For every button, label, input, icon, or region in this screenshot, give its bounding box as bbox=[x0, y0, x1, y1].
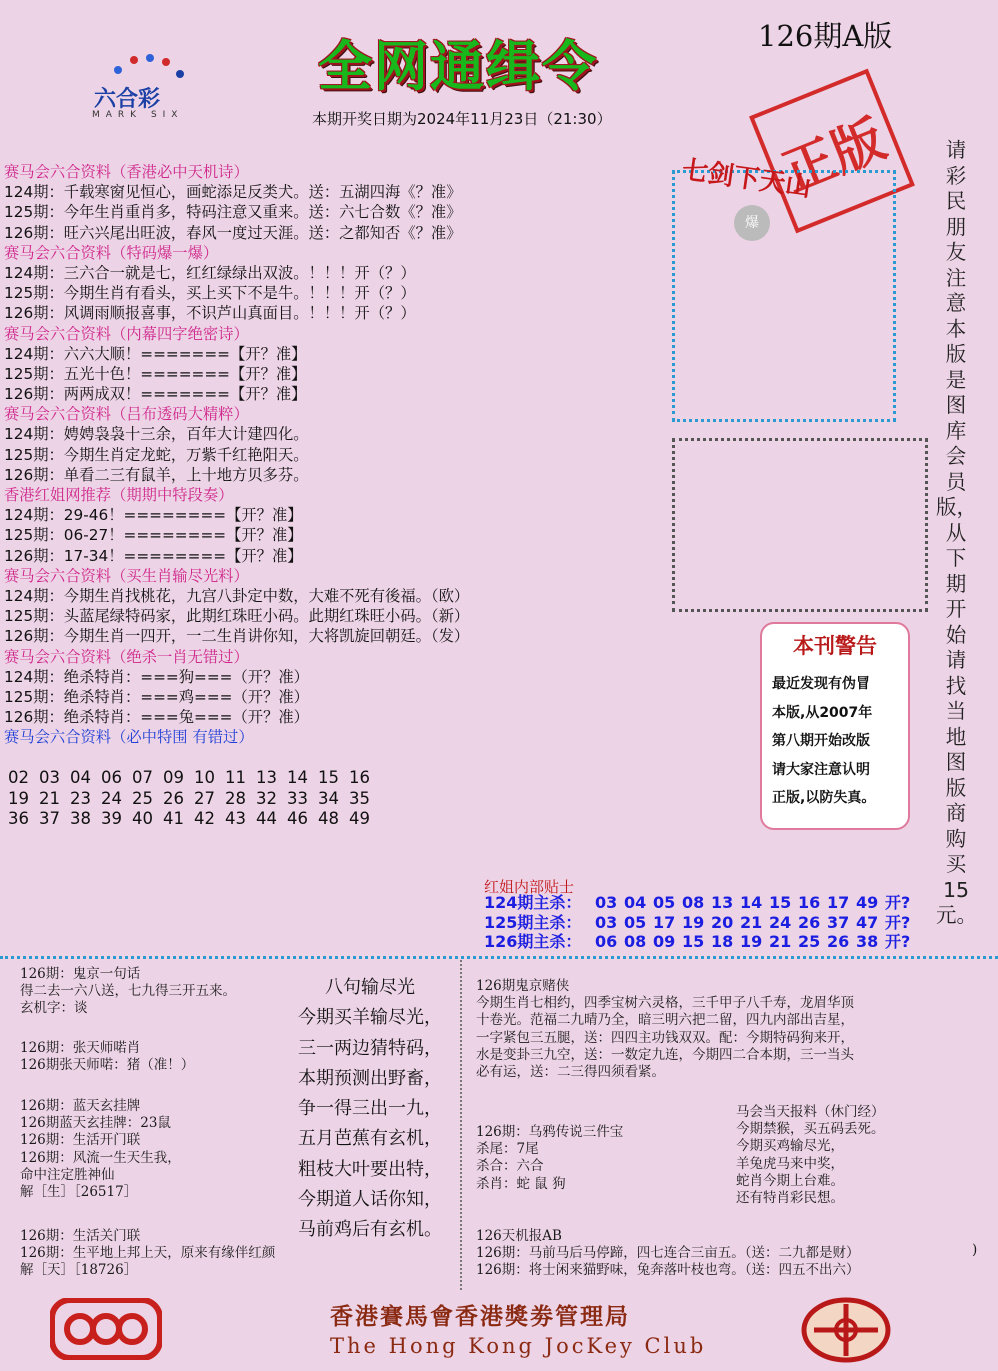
kill-number: 09 bbox=[653, 932, 676, 951]
text-line: 杀尾：7尾 bbox=[476, 1141, 539, 1158]
number-cell: 28 bbox=[225, 788, 246, 808]
number-cell: 11 bbox=[225, 768, 246, 787]
kill-number: 08 bbox=[624, 932, 647, 951]
kill-row-end: 开? bbox=[885, 932, 911, 951]
text-line: 争一得三出一九， bbox=[298, 1098, 442, 1120]
text-line: 126期：生活开门联 bbox=[20, 1132, 141, 1149]
number-grid bbox=[8, 768, 380, 830]
number-cell: 41 bbox=[163, 809, 184, 828]
kill-number: 26 bbox=[798, 912, 821, 932]
text-line: 今期买鸡输尽光， bbox=[736, 1138, 844, 1155]
lower-left-block1 bbox=[20, 966, 290, 1018]
kill-number: 04 bbox=[624, 893, 647, 912]
logo-subtext: MARK SIX bbox=[92, 110, 184, 120]
kill-number: 25 bbox=[798, 932, 821, 951]
prediction-line: 124期：娉娉袅袅十三余，百年大计建四化。 bbox=[4, 425, 309, 444]
text-line: 解［天］［18726］ bbox=[20, 1262, 138, 1279]
prediction-line: 126期：绝杀特肖：===兔===（开？准） bbox=[4, 708, 309, 727]
kill-number: 26 bbox=[827, 932, 850, 951]
warning-line: 请大家注意认明 bbox=[772, 761, 870, 778]
genuine-stamp: 正版 bbox=[749, 69, 915, 234]
section-heading: 赛马会六合资料（买生肖输尽光料） bbox=[4, 566, 249, 585]
kill-number: 03 bbox=[595, 912, 618, 932]
vertical-notice: 请彩民朋友注意本版是图库会员版，从下期开始请找当地图版商购买15元。 bbox=[936, 138, 977, 927]
kill-number: 20 bbox=[711, 912, 734, 932]
number-cell: 10 bbox=[194, 768, 215, 787]
burst-badge: 爆 bbox=[734, 205, 770, 241]
kill-number: 14 bbox=[740, 893, 763, 912]
lower-right-block4 bbox=[476, 1228, 976, 1280]
kill-number: 05 bbox=[653, 893, 676, 912]
section-heading: 赛马会六合资料（香港必中天机诗） bbox=[4, 163, 249, 181]
text-line: 126期张天师喏：猪（准！） bbox=[20, 1057, 195, 1074]
poem-block bbox=[286, 973, 454, 1246]
kill-number: 49 bbox=[856, 893, 879, 912]
number-cell: 13 bbox=[256, 768, 277, 787]
warning-line: 本版,从2007年 bbox=[772, 704, 873, 721]
text-line: 今期生肖七相约，四季宝树六灵格，三千甲子八千寿，龙眉华顶 bbox=[476, 995, 854, 1012]
number-cell: 34 bbox=[318, 788, 339, 808]
prediction-line: 126期：今期生肖一四开，一二生肖讲你知，大将凯旋回朝廷。（发） bbox=[4, 627, 470, 646]
kill-table bbox=[484, 893, 910, 952]
red-tip-heading: 红姐内部贴士 bbox=[484, 878, 575, 896]
number-cell: 24 bbox=[101, 788, 122, 808]
number-cell: 33 bbox=[287, 788, 308, 808]
kill-number: 37 bbox=[827, 912, 850, 932]
predictions-column bbox=[4, 162, 644, 747]
number-cell: 38 bbox=[70, 809, 91, 828]
text-line: 粗枝大叶要出特， bbox=[298, 1158, 442, 1180]
text-line: 126期：乌鸦传说三件宝 bbox=[476, 1124, 624, 1140]
prediction-line: 124期：绝杀特肖：===狗===（开？准） bbox=[4, 667, 309, 686]
kill-number: 16 bbox=[798, 893, 821, 912]
text-line: 本期预测出野畜， bbox=[298, 1067, 442, 1089]
text-line: 126期：蓝天玄挂牌 bbox=[20, 1098, 141, 1114]
text-line: 126期鬼京赌侠 bbox=[476, 978, 570, 994]
text-line: 蛇肖今期上台难。 bbox=[736, 1172, 844, 1189]
page-title: 全网通缉令 bbox=[318, 35, 598, 98]
logo-text: 六合彩 bbox=[94, 87, 161, 112]
prediction-line: 124期：今期生肖找桃花，九宫八卦定中数，大难不死有後福。（欧） bbox=[4, 586, 470, 605]
text-line: 马前鸡后有玄机。 bbox=[298, 1219, 442, 1241]
kill-number: 47 bbox=[856, 912, 879, 932]
text-line: 玄机字：谈 bbox=[20, 1000, 88, 1017]
kill-row-label: 124期主杀： bbox=[484, 893, 582, 912]
warning-line: 第八期开始改版 bbox=[772, 733, 870, 749]
text-line: 羊兔虎马来中奖， bbox=[736, 1155, 844, 1172]
footer bbox=[0, 1290, 998, 1371]
prediction-line: 124期：六六大顺！=======【开？准】 bbox=[4, 344, 307, 363]
section-heading: 赛马会六合资料（吕布透码大精粹） bbox=[4, 405, 249, 424]
kill-number: 21 bbox=[740, 912, 763, 932]
kill-number: 21 bbox=[769, 932, 792, 951]
text-line: 命中注定胜神仙 bbox=[20, 1166, 115, 1183]
number-cell: 42 bbox=[194, 809, 215, 828]
lower-right-block3 bbox=[736, 1104, 966, 1207]
edition-label: 126期A版 bbox=[758, 19, 893, 53]
kill-number: 19 bbox=[740, 932, 763, 951]
kill-row bbox=[484, 932, 910, 952]
text-line: 水是变卦三九空，送：一数定九连，今期四二合本期，三一当头 bbox=[476, 1046, 854, 1063]
number-cell: 19 bbox=[8, 788, 29, 808]
prediction-line: 126期：旺六兴尾出旺波，春风一度过天涯。送：之都知否《？准》 bbox=[4, 223, 462, 242]
lower-right-block2 bbox=[476, 1124, 696, 1193]
number-cell: 39 bbox=[101, 809, 122, 828]
kill-row bbox=[484, 893, 910, 913]
text-line: 126期：张天师喏肖 bbox=[20, 1040, 141, 1056]
number-cell: 16 bbox=[349, 768, 370, 787]
number-cell: 25 bbox=[132, 788, 153, 808]
prediction-line: 125期：五光十色！=======【开？准】 bbox=[4, 364, 307, 383]
warning-box bbox=[760, 622, 910, 830]
prediction-line: 125期：今期生肖有看头，买上买下不是牛。！！！开（？） bbox=[4, 284, 416, 303]
number-cell: 03 bbox=[39, 768, 60, 787]
lower-left-block2 bbox=[20, 1040, 290, 1074]
text-line: 杀合：六合 bbox=[476, 1158, 544, 1175]
text-line: 三一两边猜特码， bbox=[298, 1037, 442, 1059]
jockey-club-emblem bbox=[800, 1296, 892, 1364]
text-line: 解［生］［26517］ bbox=[20, 1184, 138, 1201]
number-cell: 46 bbox=[287, 809, 308, 828]
warning-line: 最近发现有伪冒 bbox=[772, 676, 870, 692]
number-cell: 35 bbox=[349, 788, 370, 808]
text-line: 126期：生平地上邦上天，原来有缘伴红颜 bbox=[20, 1245, 276, 1262]
prediction-line: 126期：两两成双！=======【开？准】 bbox=[4, 385, 307, 404]
mark-six-logo bbox=[88, 52, 210, 124]
section-heading: 赛马会六合资料（特码爆一爆） bbox=[4, 243, 219, 262]
number-cell: 36 bbox=[8, 809, 29, 828]
number-cell: 06 bbox=[101, 768, 122, 787]
number-cell: 09 bbox=[163, 768, 184, 787]
text-line: 今期买羊输尽光， bbox=[298, 1007, 442, 1029]
number-cell: 27 bbox=[194, 788, 215, 808]
warning-line: 正版,以防失真。 bbox=[772, 790, 876, 806]
number-cell: 48 bbox=[318, 809, 339, 828]
kill-number: 17 bbox=[827, 893, 850, 912]
prediction-line: 125期：今期生肖定龙蛇，万紫千红艳阳天。 bbox=[4, 445, 309, 464]
hkjc-chinese-name: 香港賽馬會香港獎劵管理局 bbox=[330, 1303, 630, 1330]
number-row bbox=[8, 789, 380, 810]
kill-row-label: 126期主杀： bbox=[484, 932, 582, 951]
text-line: 五月芭蕉有玄机， bbox=[298, 1128, 442, 1150]
kill-number: 24 bbox=[769, 912, 792, 932]
number-row bbox=[8, 768, 380, 789]
number-cell: 40 bbox=[132, 809, 153, 828]
warning-body bbox=[772, 670, 875, 813]
number-cell: 32 bbox=[256, 788, 277, 808]
prediction-line: 126期：17-34！========【开？准】 bbox=[4, 546, 303, 565]
kill-number: 13 bbox=[711, 893, 734, 912]
number-cell: 26 bbox=[163, 788, 184, 808]
prediction-line: 125期：今年生肖重肖多，特码注意又重来。送：六七合数《？准》 bbox=[4, 203, 462, 222]
text-line: 得二去一六八送，七九得三开五来。 bbox=[20, 983, 236, 1000]
kill-row-end: 开? bbox=[885, 893, 911, 912]
text-line: 126期：将士闲来猫野味，兔奔落叶枝也弯。（送：四五不出六） bbox=[476, 1262, 860, 1279]
prediction-line: 124期：千载寒窗见恒心，画蛇添足反类犬。送：五湖四海《？准》 bbox=[4, 183, 462, 202]
hkjc-english-name: The Hong Kong JocKey Club bbox=[330, 1334, 707, 1358]
text-line: 126期：风流一生天生我， bbox=[20, 1149, 181, 1166]
prediction-line: 125期：06-27！========【开？准】 bbox=[4, 526, 303, 545]
text-line: 126期蓝天玄挂牌：23鼠 bbox=[20, 1115, 171, 1132]
kill-number: 17 bbox=[653, 912, 676, 932]
prediction-line: 126期：单看二三有鼠羊，上十地方贝多芬。 bbox=[4, 465, 309, 484]
number-cell: 37 bbox=[39, 809, 60, 828]
prediction-line: 125期：绝杀特肖：===鸡===（开？准） bbox=[4, 687, 309, 706]
lower-left-block3 bbox=[20, 1098, 290, 1201]
warning-title: 本刊警告 bbox=[793, 634, 877, 658]
prediction-line: 126期：风调雨顺报喜事，不识芦山真面目。！！！开（？） bbox=[4, 304, 416, 323]
kill-row-label: 125期主杀： bbox=[484, 912, 582, 932]
empty-box bbox=[672, 438, 928, 612]
number-cell: 07 bbox=[132, 768, 153, 787]
text-line: 今期道人话你知， bbox=[298, 1189, 442, 1211]
kill-number: 08 bbox=[682, 893, 705, 912]
kill-number: 15 bbox=[769, 893, 792, 912]
kill-number: 15 bbox=[682, 932, 705, 951]
section-heading: 赛马会六合资料（绝杀一肖无错过） bbox=[4, 647, 249, 666]
text-line: 必有运，送：二三得四须看紧。 bbox=[476, 1064, 665, 1081]
number-cell: 23 bbox=[70, 788, 91, 808]
number-row bbox=[8, 809, 380, 830]
kill-number: 03 bbox=[595, 893, 618, 912]
prediction-line: 124期：29-46！========【开？准】 bbox=[4, 506, 303, 525]
kill-row bbox=[484, 913, 910, 933]
section-heading: 赛马会六合资料（必中特围 有错过） bbox=[4, 728, 254, 747]
feature-box bbox=[672, 170, 896, 422]
draw-date: 本期开奖日期为2024年11月23日（21:30） bbox=[312, 110, 612, 128]
text-line: 一字紧包三五腿，送：四四主功钱双双。配：今期特码狗来开， bbox=[476, 1029, 854, 1046]
number-cell: 44 bbox=[256, 809, 277, 828]
number-cell: 15 bbox=[318, 768, 339, 787]
kill-row-end: 开? bbox=[885, 912, 911, 932]
kill-number: 19 bbox=[682, 912, 705, 932]
section-heading: 香港红姐网推荐（期期中特段奏） bbox=[4, 486, 234, 504]
text-line: 126期：生活关门联 bbox=[20, 1228, 141, 1244]
sword-banner: 七剑下天山 bbox=[680, 155, 814, 203]
text-line: 还有特肖彩民想。 bbox=[736, 1190, 844, 1207]
text-line: 今期禁猴，买五码丢死。 bbox=[736, 1121, 885, 1138]
kill-number: 18 bbox=[711, 932, 734, 951]
number-cell: 49 bbox=[349, 809, 370, 828]
poem-title: 八句输尽光 bbox=[325, 977, 415, 998]
text-line: 马会当天报料（休门经） bbox=[736, 1104, 885, 1120]
text-line: 126天机报AB bbox=[476, 1228, 562, 1244]
text-line: 十卷光。范福二九晴乃全，暗三明六把二留，四九内部出吉星， bbox=[476, 1012, 854, 1029]
kill-number: 06 bbox=[595, 932, 618, 951]
number-cell: 21 bbox=[39, 788, 60, 808]
column-divider bbox=[460, 960, 462, 1290]
section-divider bbox=[0, 956, 998, 959]
kill-number: 38 bbox=[856, 932, 879, 951]
prediction-line: 124期：三六合一就是七，红红绿绿出双波。！！！开（？） bbox=[4, 263, 416, 282]
number-cell: 14 bbox=[287, 768, 308, 787]
text-line: 126期：马前马后马停蹄，四七连合三亩五。（送：二九都是财） bbox=[476, 1245, 860, 1262]
prediction-line: 125期：头蓝尾绿特码家，此期红珠旺小码。此期红珠旺小码。（新） bbox=[4, 607, 470, 626]
club-emblem-left bbox=[50, 1298, 162, 1360]
lower-right-block1 bbox=[476, 978, 976, 1081]
kill-number: 05 bbox=[624, 912, 647, 932]
text-line: 126期：鬼京一句话 bbox=[20, 966, 141, 982]
number-cell: 43 bbox=[225, 809, 246, 828]
section-heading: 赛马会六合资料（内幕四字绝密诗） bbox=[4, 324, 249, 343]
number-cell: 04 bbox=[70, 768, 91, 787]
stray-mark: ) bbox=[972, 1242, 978, 1258]
number-cell: 02 bbox=[8, 768, 29, 787]
text-line: 杀肖：蛇 鼠 狗 bbox=[476, 1175, 566, 1192]
